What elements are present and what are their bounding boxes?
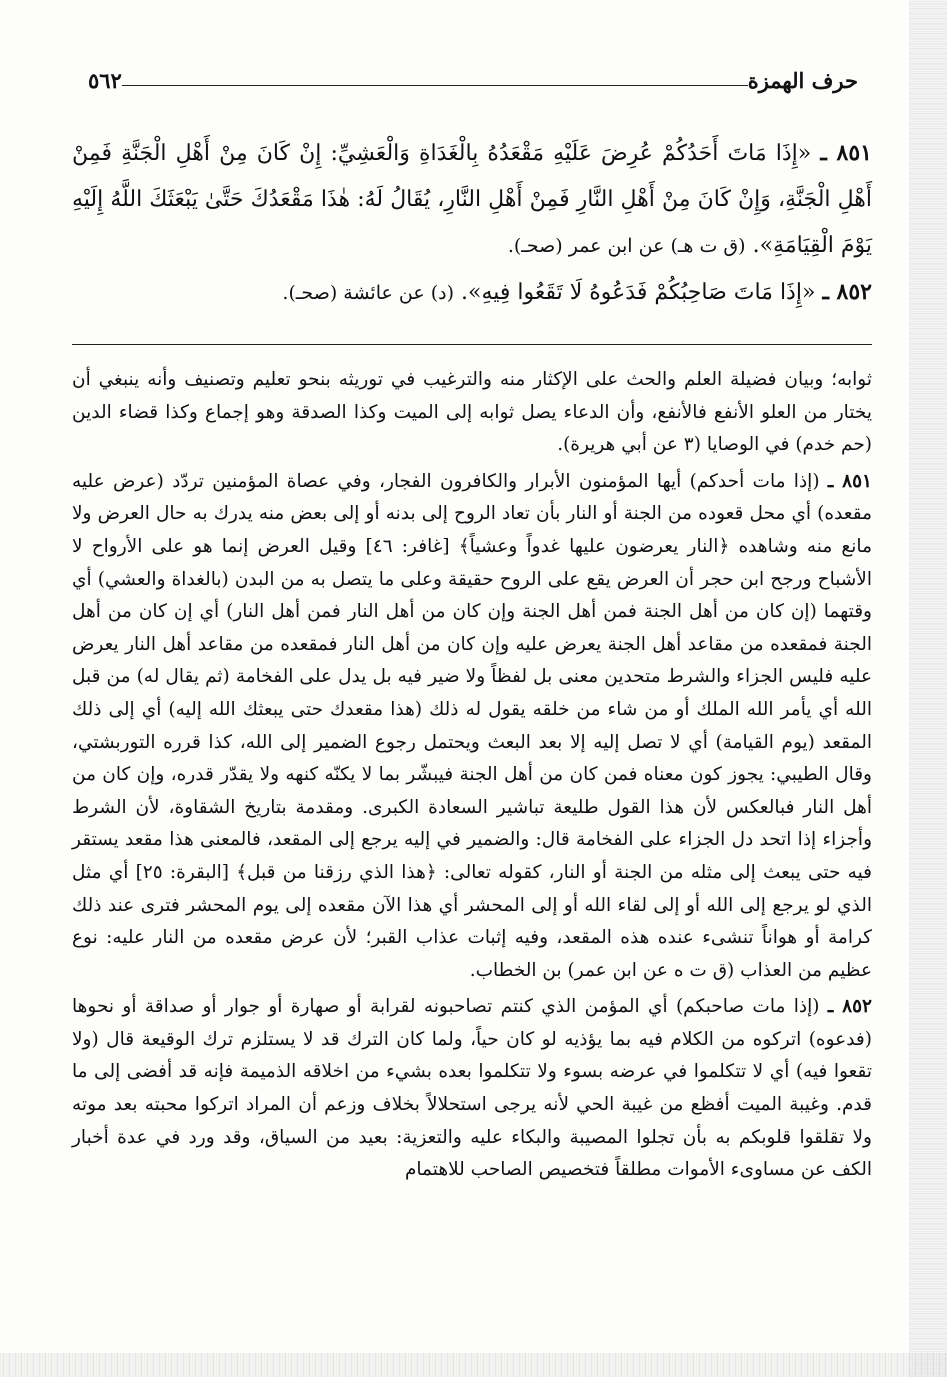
- commentary-paragraph-852: [72, 991, 872, 1187]
- page-edge-bottom: [0, 1353, 947, 1377]
- commentary-number: ٨٥١ ـ: [827, 470, 872, 492]
- header-rule: [122, 85, 748, 86]
- header-title: حرف الهمزة: [747, 67, 858, 93]
- commentary-text: (إذا مات أحدكم) أيها المؤمنون الأبرار والكافرون الفجار، وفي عصاة المؤمنين تردّد (عرض عليه مقعده) أي محل قعوده من الجنة أو النار بأن تعاد الروح إلى بدنه أو إلى بعض منه يدرك به حال العرض ولا مانع منه وشاهده ﴿النار يعرضون عليها غدواً وعشياً﴾ [غافر: ٤٦] وقيل العرض إنما هو على الأرواح لا الأشباح ورجح ابن حجر أن العرض يقع على الروح حقيقة وعلى ما يتصل به من البدن (بالغداة والعشي) أي وقتهما (إن كان من أهل الجنة فمن أهل الجنة وإن كان من أهل النار فمن أهل النار) أي إن كان من أهل الجنة فمقعده من مقاعد أهل الجنة يعرض عليه وإن كان من أهل النار فمقعده من مقاعد أهل النار يعرض عليه فليس الجزاء والشرط متحدين معنى بل لفظاً ولا ضير فيه بل يدل على الفخامة (ثم يقال له) من قبل الله أي يأمر الله الملك أو من شاء من خلقه يقول له ذلك (هذا مقعدك حتى يبعثك الله إليه) أي إلى ذلك المقعد (يوم القيامة) أي لا تصل إليه إلا بعد البعث ويحتمل رجوع الضمير إلى الله، كذا قرره التوربشتي، وقال الطيبي: يجوز كون معناه فمن كان من أهل الجنة فيبشّر بما لا يكنّه كنهه ولا يقدّر قدره، وإن كان من أهل النار فبالعكس لأن هذا القول طليعة تباشير السعادة الكبرى. ومقدمة بتاريخ الشقاوة، لأن الشرط وأجزاء إذا اتحد دل الجزاء على الفخامة قال: والضمير في إليه يرجع إلى المقعد، فالمعنى هذا مقعد يستقر فيه حتى يبعث إلى مثله من الجنة أو النار، كقوله تعالى: ﴿هذا الذي رزقنا من قبل﴾ [البقرة: ٢٥] أي مثل الذي لو يرجع إلى الله أو إلى لقاء الله أو إلى المحشر أي هذا الآن مقعده إلى يوم المحشر فترى عند ذلك كرامة أو هواناً تنشىء عنده هذه المقعد، وفيه إثبات عذاب القبر؛ لأن عرض مقعده من النار عليه: نوع عظيم من العذاب (ق ت ه عن ابن عمر) بن الخطاب.: [72, 470, 872, 981]
- hadith-number: ٨٥١ ـ: [820, 140, 872, 166]
- hadith-851: [72, 130, 872, 269]
- hadith-number: ٨٥٢ ـ: [822, 279, 872, 305]
- hadith-text-block: [72, 130, 872, 316]
- commentary-text: ثوابه؛ وبيان فضيلة العلم والحث على الإكثار منه والترغيب في توريثه بنحو تعليم وتصنيف وأنه ينبغي أن يختار من العلو الأنفع فالأنفع، وأن الدعاء يصل ثوابه إلى الميت وكذا الصدقة وهو إجماع وكذا قضاء الدين (حم خدم) في الوصايا (٣ عن أبي هريرة).: [72, 369, 872, 456]
- section-divider: [72, 344, 872, 345]
- hadith-source: (د) عن عائشة (صحـ).: [282, 282, 454, 304]
- commentary-paragraph: [72, 364, 872, 462]
- page-number: ٥٦٢: [88, 67, 122, 93]
- hadith-852: [72, 269, 872, 316]
- commentary-block: [72, 364, 872, 1187]
- page-edge-right: [909, 0, 947, 1377]
- commentary-text: (إذا مات صاحبكم) أي المؤمن الذي كنتم تصاحبونه لقرابة أو صهارة أو جوار أو صداقة أو نحوها (فدعوه) اتركوه من الكلام فيه بما يؤذيه لو كان حياً، ولما كان الترك قد لا يستلزم ترك الوقيعة قال (ولا تقعوا فيه) أي لا تتكلموا في عرضه بسوء ولا تتكلموا بعده بشيء من اخلاقه الذميمة فإنه قد أفضى إلى ما قدم. وغيبة الميت أفظع من غيبة الحي لأنه يرجى استحلالاً بخلاف وزعم أن المراد اتركوا محبته بعد موته ولا تقلقوا قلوبكم به بأن تجلوا المصيبة والبكاء عليه والتعزية: بعيد من السياق، وقد ورد في عدة أخبار الكف عن مساوىء الأموات مطلقاً فتخصيص الصاحب للاهتمام: [72, 996, 872, 1181]
- hadith-text: «إِذَا مَاتَ صَاحِبُكُمْ فَدَعُوهُ لَا تَقَعُوا فِيهِ».: [461, 280, 816, 305]
- commentary-paragraph-851: [72, 466, 872, 988]
- running-header: [78, 62, 868, 98]
- hadith-source: (ق ت هـ) عن ابن عمر (صحـ).: [507, 235, 746, 257]
- commentary-number: ٨٥٢ ـ: [827, 996, 872, 1018]
- hadith-text: «إِذَا مَاتَ أَحَدُكُمْ عُرِضَ عَلَيْهِ مَقْعَدُهُ بِالْغَدَاةِ وَالْعَشِيِّ: إِنْ كَانَ مِنْ أَهْلِ الْجَنَّةِ فَمِنْ أَهْلِ الْجَنَّةِ، وَإِنْ كَانَ مِنْ أَهْلِ النَّارِ فَمِنْ أَهْلِ النَّارِ، يُقَالُ لَهُ: هٰذَا مَقْعَدُكَ حَتَّىٰ يَبْعَثَكَ اللَّهُ إِلَيْهِ يَوْمَ الْقِيَامَةِ».: [72, 141, 872, 258]
